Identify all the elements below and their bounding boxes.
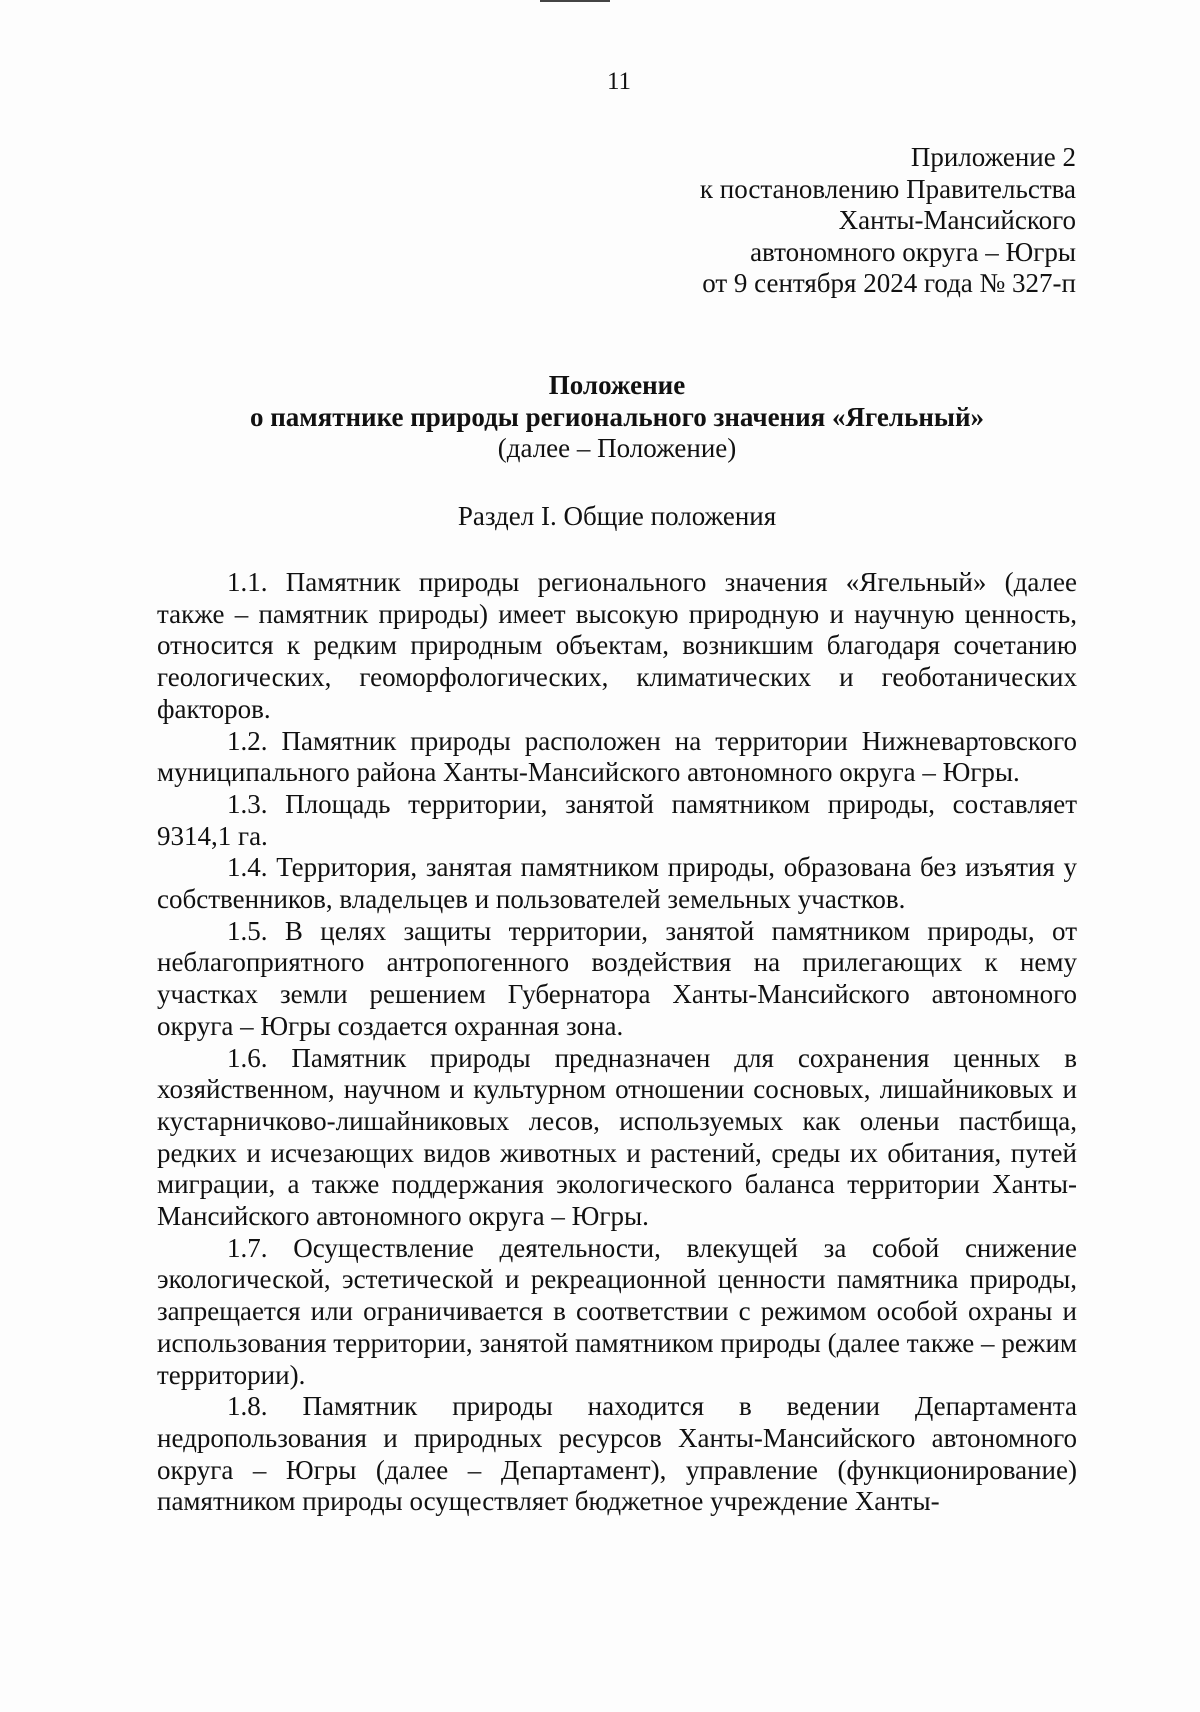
page-number: 11: [606, 68, 632, 95]
paragraph-1-5: 1.5. В целях защиты территории, занятой памятником природы, от неблагоприятного антропогенного воздействия на прилегающих к нему участках земли решением Губернатора Ханты-Мансийского автономного округа – Югры создается охранная зона.: [157, 915, 1077, 1041]
appendix-block: [700, 142, 1076, 300]
appendix-line: Приложение 2: [910, 142, 1076, 172]
title-line-2: о памятнике природы регионального значения «Ягельный»: [249, 401, 985, 432]
paragraph-1-6: 1.6. Памятник природы предназначен для сохранения ценных в хозяйственном, научном и культурном отношении сосновых, лишайниковых и кустарничково-лишайниковых лесов, используемых как оленьи пастбища, редких и исчезающих видов животных и растений, среды их обитания, путей миграции, а также поддержания экологического баланса территории Ханты-Мансийского автономного округа – Югры.: [157, 1042, 1077, 1232]
paragraph-1-8: 1.8. Памятник природы находится в ведении Департамента недропользования и природных ресурсов Ханты-Мансийского автономного округа – Югры (далее – Департамент), управление (функционирование) памятником природы осуществляет бюджетное учреждение Ханты-: [157, 1391, 1077, 1517]
appendix-line: Ханты-Мансийского: [838, 205, 1076, 235]
appendix-line: к постановлению Правительства: [699, 173, 1076, 204]
top-edge-mark: [540, 0, 610, 2]
paragraph-1-4: 1.4. Территория, занятая памятником природы, образована без изъятия у собственников, владельцев и пользователей земельных участков.: [157, 852, 1077, 915]
appendix-line: от 9 сентября 2024 года № 327-п: [702, 268, 1076, 298]
title-line-1: Положение: [548, 370, 686, 400]
appendix-line: автономного округа – Югры: [750, 236, 1076, 267]
paragraph-1-2: 1.2. Памятник природы расположен на территории Нижневартовского муниципального района Ханты-Мансийского автономного округа – Югры.: [157, 725, 1077, 788]
paragraph-1-7: 1.7. Осуществление деятельности, влекущей за собой снижение экологической, эстетической и рекреационной ценности памятника природы, запрещается или ограничивается в соответствии с режимом особой охраны и использования территории, занятой памятником природы (далее также – режим территории).: [157, 1232, 1077, 1390]
section-heading: Раздел I. Общие положения: [457, 501, 777, 531]
title-line-3: (далее – Положение): [497, 433, 737, 463]
document-title: [157, 370, 1077, 465]
document-body: [157, 567, 1077, 1518]
paragraph-1-3: 1.3. Площадь территории, занятой памятником природы, составляет 9314,1 га.: [157, 788, 1077, 851]
paragraph-1-1: 1.1. Памятник природы регионального значения «Ягельный» (далее также – памятник природы) имеет высокую природную и научную ценность, относится к редким природным объектам, возникшим благодаря сочетанию геологических, геоморфологических, климатических и геоботанических факторов.: [157, 567, 1077, 724]
